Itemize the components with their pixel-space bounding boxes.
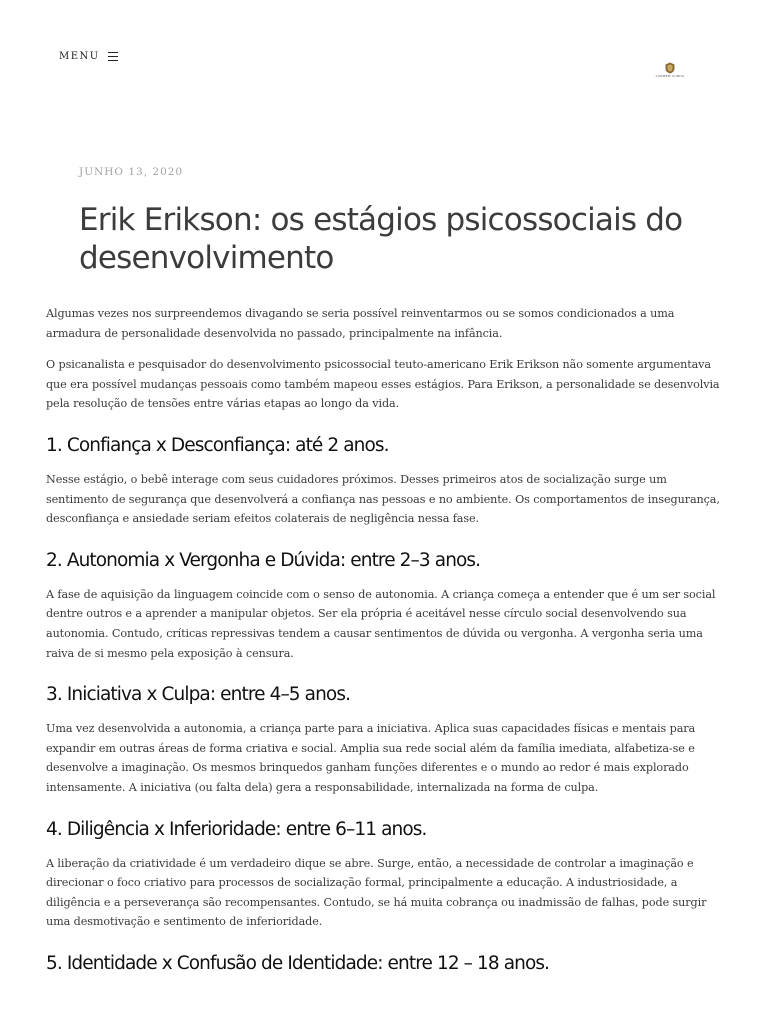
section-heading-2: 2. Autonomia x Vergonha e Dúvida: entre 2–3 anos. xyxy=(46,549,481,571)
post-date: JUNHO 13, 2020 xyxy=(79,166,184,178)
post-title: Erik Erikson: os estágios psicossociais do desenvolvimento xyxy=(79,202,683,276)
intro-paragraph-1: Algumas vezes nos surpreendemos divagando se seria possível reinventarmos ou se somos condicionados a uma armadura de personalidade desenvolvida no passado, principalmente na infância. xyxy=(46,307,675,340)
site-header xyxy=(0,0,768,110)
section-body-4: A liberação da criatividade é um verdadeiro dique se abre. Surge, então, a necessidade de controlar a imaginação e direcionar o foco criativo para processos de socialização formal, principalmente a educação. A industriosidade, a diligência e a perseverança são recompensantes. Contudo, se há muita cobrança ou inadmissão de falhas, pode surgir uma desmotivação e sentimento de inferioridade. xyxy=(46,856,707,929)
section-heading-3: 3. Iniciativa x Culpa: entre 4–5 anos. xyxy=(46,684,351,706)
site-logo[interactable] xyxy=(650,62,690,84)
section-heading-5: 5. Identidade x Confusão de Identidade: entre 12 – 18 anos. xyxy=(46,952,550,974)
hamburger-icon xyxy=(108,52,118,61)
menu-label: MENU xyxy=(59,51,100,62)
menu-button[interactable] xyxy=(59,51,118,62)
section-body-1: Nesse estágio, o bebê interage com seus cuidadores próximos. Desses primeiros atos de socialização surge um sentimento de segurança que desenvolverá a confiança nas pessoas e no ambiente. Os comportamentos de insegurança, desconfiança e ansiedade seriam efeitos colaterais de negligência nessa fase. xyxy=(46,472,720,526)
logo-wordmark: CARMEM CUNHA xyxy=(655,74,685,78)
section-body-2: A fase de aquisição da linguagem coincide com o senso de autonomia. A criança começa a entender que é um ser social dentre outros e a aprender a manipular objetos. Ser ela própria é aceitável nesse círculo social desenvolvendo sua autonomia. Contudo, críticas repressivas tendem a causar sentimentos de dúvida ou vergonha. A vergonha seria uma raiva de si mesmo pela exposição à censura. xyxy=(46,587,716,660)
intro-paragraph-2: O psicanalista e pesquisador do desenvolvimento psicossocial teuto-americano Erik Erikson não somente argumentava que era possível mudanças pessoais como também mapeou esses estágios. Para Erikson, a personalidade se desenvolvia pela resolução de tensões entre várias etapas ao longo da vida. xyxy=(46,358,720,411)
post-content xyxy=(46,304,726,988)
section-heading-1: 1. Confiança x Desconfiança: até 2 anos. xyxy=(46,434,389,456)
section-body-3: Uma vez desenvolvida a autonomia, a criança parte para a iniciativa. Aplica suas capacidades físicas e mentais para expandir em outras áreas de forma criativa e social. Amplia sua rede social além da família imediata, alfabetiza-se e desenvolve a imaginação. Os mesmos brinquedos ganham funções diferentes e o mundo ao redor é mais explorado intensamente. A iniciativa (ou falta dela) gera a responsabilidade, internalizada na forma de culpa. xyxy=(46,722,696,794)
crest-icon xyxy=(664,62,676,74)
section-heading-4: 4. Diligência x Inferioridade: entre 6–11 anos. xyxy=(46,818,427,840)
